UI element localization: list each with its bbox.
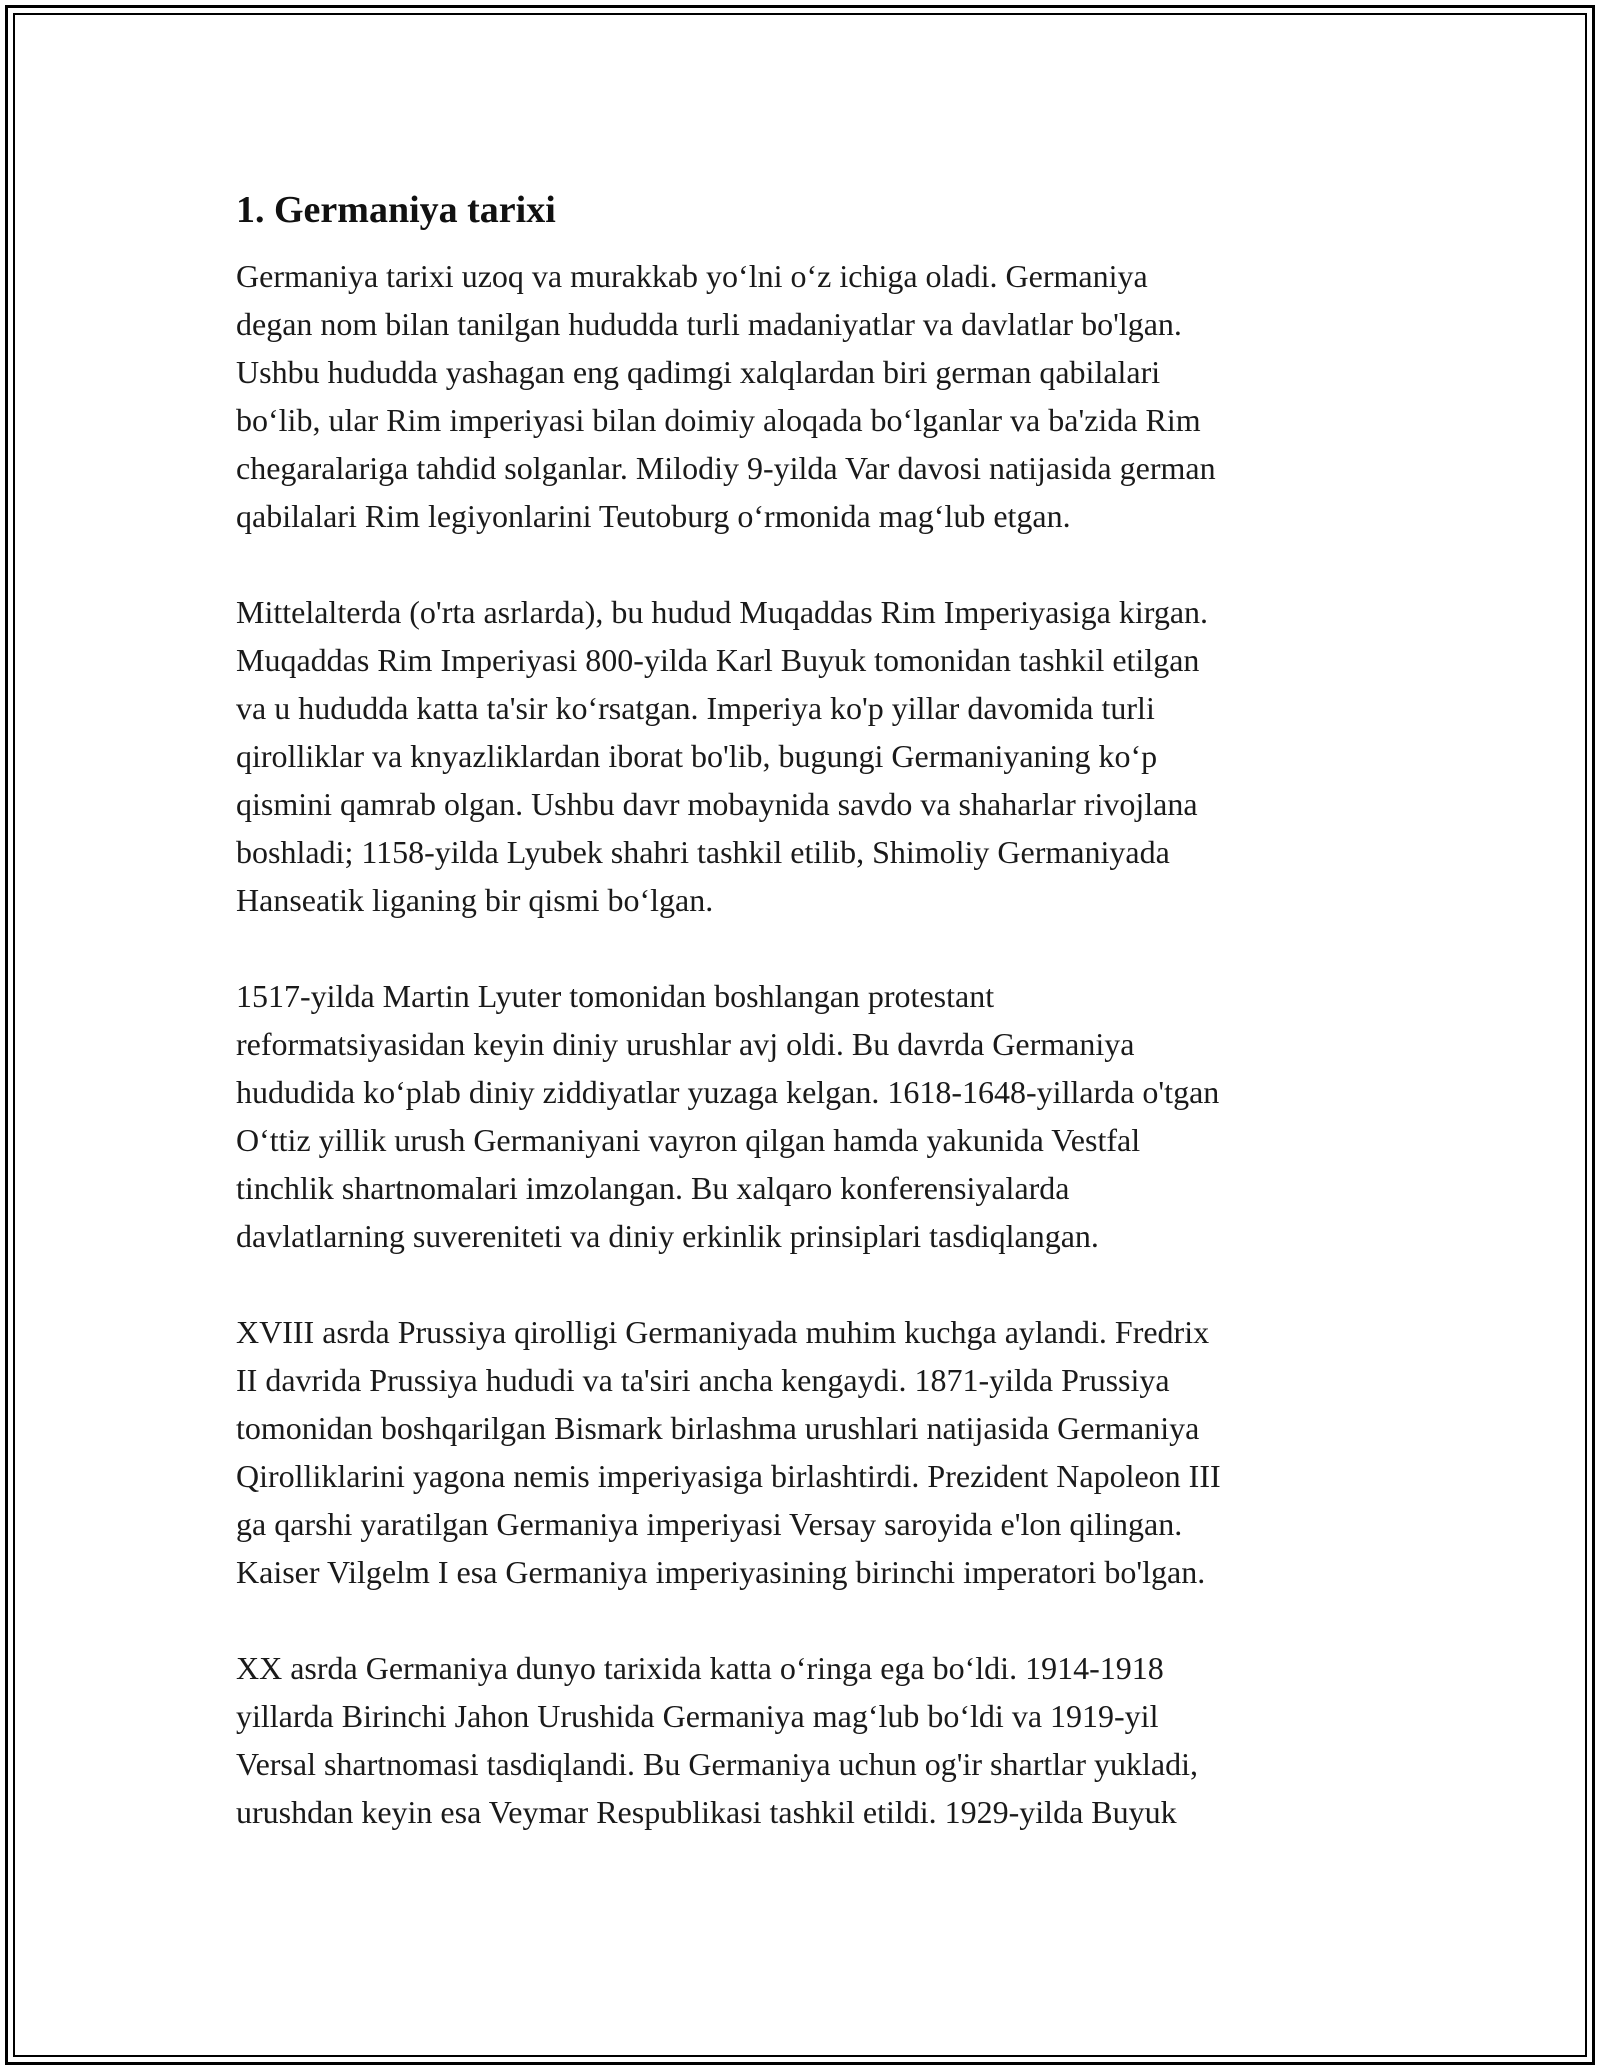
paragraph-reformation: 1517-yilda Martin Lyuter tomonidan boshlangan protestant reformatsiyasidan keyin diniy urushlar avj oldi. Bu davrda Germaniya hududida ko‘plab diniy ziddiyatlar yuzaga kelgan. 1618-1648-yillarda o'tgan O‘ttiz yillik urush Germaniyani vayron qilgan hamda yakunida Vestfal tinchlik shartnomalari imzolangan. Bu xalqaro konferensiyalarda davlatlarning suvereniteti va diniy erkinlik prinsiplari tasdiqlangan.	[236, 978, 1220, 1254]
paragraph-middle-ages: Mittelalterda (o'rta asrlarda), bu hudud Muqaddas Rim Imperiyasiga kirgan. Muqaddas Rim Imperiyasi 800-yilda Karl Buyuk tomonidan tashkil etilgan va u hududda katta ta'sir ko‘rsatgan. Imperiya ko'p yillar davomida turli qirolliklar va knyazliklardan iborat bo'lib, bugungi Germaniyaning ko‘p qismini qamrab olgan. Ushbu davr mobaynida savdo va shaharlar rivojlana boshladi; 1158-yilda Lyubek shahri tashkil etilib, Shimoliy Germaniyada Hanseatik liganing bir qismi bo‘lgan.	[236, 594, 1209, 918]
section-heading: 1. Germaniya tarixi	[236, 189, 556, 231]
paragraph-ancient-history: Germaniya tarixi uzoq va murakkab yo‘lni o‘z ichiga oladi. Germaniya degan nom bilan tanilgan hududda turli madaniyatlar va davlatlar bo'lgan. Ushbu hududda yashagan eng qadimgi xalqlardan biri german qabilalari bo‘lib, ular Rim imperiyasi bilan doimiy aloqada bo‘lganlar va ba'zida Rim chegaralariga tahdid solganlar. Milodiy 9-yilda Var davosi natijasida german qabilalari Rim legiyonlarini Teutoburg o‘rmonida mag‘lub etgan.	[236, 258, 1216, 534]
document-body	[236, 186, 1366, 1884]
paragraph-prussia: XVIII asrda Prussiya qirolligi Germaniyada muhim kuchga aylandi. Fredrix II davrida Prussiya hududi va ta'siri ancha kengaydi. 1871-yilda Prussiya tomonidan boshqarilgan Bismark birlashma urushlari natijasida Germaniya Qirolliklarini yagona nemis imperiyasiga birlashtirdi. Prezident Napoleon III ga qarshi yaratilgan Germaniya imperiyasi Versay saroyida e'lon qilingan. Kaiser Vilgelm I esa Germaniya imperiyasining birinchi imperatori bo'lgan.	[236, 1314, 1221, 1590]
paragraph-twentieth-century: XX asrda Germaniya dunyo tarixida katta o‘ringa ega bo‘ldi. 1914-1918 yillarda Birinchi Jahon Urushida Germaniya mag‘lub bo‘ldi va 1919-yil Versal shartnomasi tasdiqlandi. Bu Germaniya uchun og'ir shartlar yukladi, urushdan keyin esa Veymar Respublikasi tashkil etildi. 1929-yilda Buyuk	[236, 1650, 1198, 1830]
